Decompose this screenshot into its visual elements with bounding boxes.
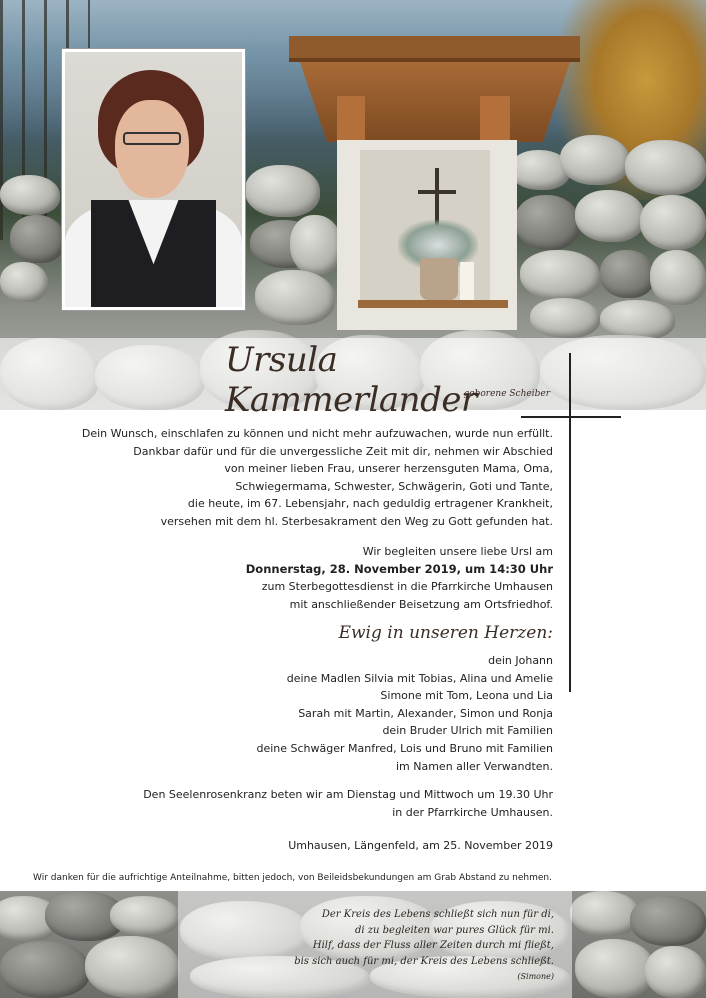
- funeral-date: Donnerstag, 28. November 2019, um 14:30 Uhr: [245, 561, 553, 576]
- stone: [575, 939, 655, 998]
- intro-line: Schwiegermama, Schwester, Schwägerin, Goti und Tante,: [235, 479, 553, 493]
- shrine-post: [480, 96, 510, 146]
- cross-line-horizontal: [521, 416, 621, 418]
- family-line: Simone mit Tom, Leona und Lia: [380, 689, 553, 703]
- shrine-cross-icon: [418, 190, 456, 194]
- stone: [625, 140, 706, 195]
- family-line: deine Madlen Silvia mit Tobias, Alina und Amelie: [286, 671, 553, 685]
- stone: [85, 936, 180, 998]
- stone: [0, 175, 60, 215]
- stone: [0, 941, 90, 998]
- cross-line-vertical: [569, 353, 571, 692]
- stone: [255, 270, 335, 325]
- stone: [645, 946, 706, 998]
- stone: [600, 250, 655, 298]
- family-line: im Namen aller Verwandten.: [395, 759, 553, 773]
- funeral-text: [246, 543, 553, 613]
- shrine-post: [337, 96, 365, 146]
- place-date: [288, 837, 553, 855]
- family-line: deine Schwäger Manfred, Lois und Bruno mit Familien: [256, 741, 553, 755]
- stone: [600, 300, 675, 340]
- family-heading: Ewig in unseren Herzen:: [338, 623, 553, 643]
- thanks-note: Wir danken für die aufrichtige Anteilnahme, bitten jedoch, von Beileidsbekundungen am Grab Abstand zu nehmen.: [33, 873, 552, 883]
- stone: [290, 215, 342, 275]
- stone: [560, 135, 630, 185]
- stone: [0, 262, 48, 302]
- stone: [530, 298, 600, 338]
- place-date-line: Umhausen, Längenfeld, am 25. November 2019: [288, 839, 553, 852]
- stone: [650, 250, 706, 305]
- flower-pot: [420, 258, 458, 300]
- stone: [10, 215, 65, 263]
- deceased-name: Ursula Kammerlander: [225, 340, 477, 420]
- stone: [520, 250, 600, 300]
- poem-line: di zu begleiten war pures Glück für mi.: [354, 924, 554, 936]
- stone: [110, 896, 180, 936]
- poem-author: (Simone): [517, 972, 554, 981]
- intro-line: die heute, im 67. Lebensjahr, nach geduldig ertragener Krankheit,: [187, 497, 553, 511]
- poem-line: bis sich auch für mi, der Kreis des Lebens schließt.: [294, 955, 554, 967]
- intro-text: [82, 425, 553, 531]
- family-line: dein Bruder Ulrich mit Familien: [382, 724, 553, 738]
- maiden-name: geborene Scheiber: [463, 389, 550, 399]
- poem: [294, 907, 554, 985]
- stone: [640, 195, 706, 250]
- intro-line: Dankbar dafür und für die unvergessliche Zeit mit dir, nehmen wir Abschied: [133, 444, 553, 458]
- stone: [515, 195, 580, 250]
- portrait-photo: [65, 52, 242, 307]
- family-line: dein Johann: [488, 654, 553, 667]
- rosary-text: [143, 786, 553, 821]
- funeral-line: Wir begleiten unsere liebe Ursl am: [362, 545, 553, 558]
- rosary-line: in der Pfarrkirche Umhausen.: [392, 805, 553, 819]
- shrine-shelf: [358, 300, 508, 308]
- portrait-glasses: [123, 132, 181, 145]
- rosary-line: Den Seelenrosenkranz beten wir am Dienstag und Mittwoch um 19.30 Uhr: [143, 788, 553, 801]
- intro-line: von meiner lieben Frau, unserer herzensguten Mama, Oma,: [224, 462, 553, 476]
- poem-line: Der Kreis des Lebens schließt sich nun für di,: [321, 909, 554, 920]
- funeral-line: zum Sterbegottesdienst in die Pfarrkirche Umhausen: [261, 580, 553, 594]
- shrine-roof: [289, 36, 580, 62]
- portrait-face: [115, 100, 189, 198]
- stone: [245, 165, 320, 217]
- candle: [460, 262, 474, 300]
- stone: [630, 896, 706, 946]
- family-list: [256, 652, 553, 775]
- stone: [570, 891, 640, 936]
- funeral-line: mit anschließender Beisetzung am Ortsfriedhof.: [289, 597, 553, 611]
- shrine-cross-icon: [435, 168, 439, 228]
- intro-line: versehen mit dem hl. Sterbesakrament den Weg zu Gott gefunden hat.: [160, 514, 553, 528]
- stone: [575, 190, 645, 242]
- poem-line: Hilf, dass der Fluss aller Zeiten durch mi fließt,: [312, 940, 554, 951]
- family-line: Sarah mit Martin, Alexander, Simon und Ronja: [298, 706, 553, 720]
- intro-line: Dein Wunsch, einschlafen zu können und nicht mehr aufzuwachen, wurde nun erfüllt.: [81, 427, 553, 440]
